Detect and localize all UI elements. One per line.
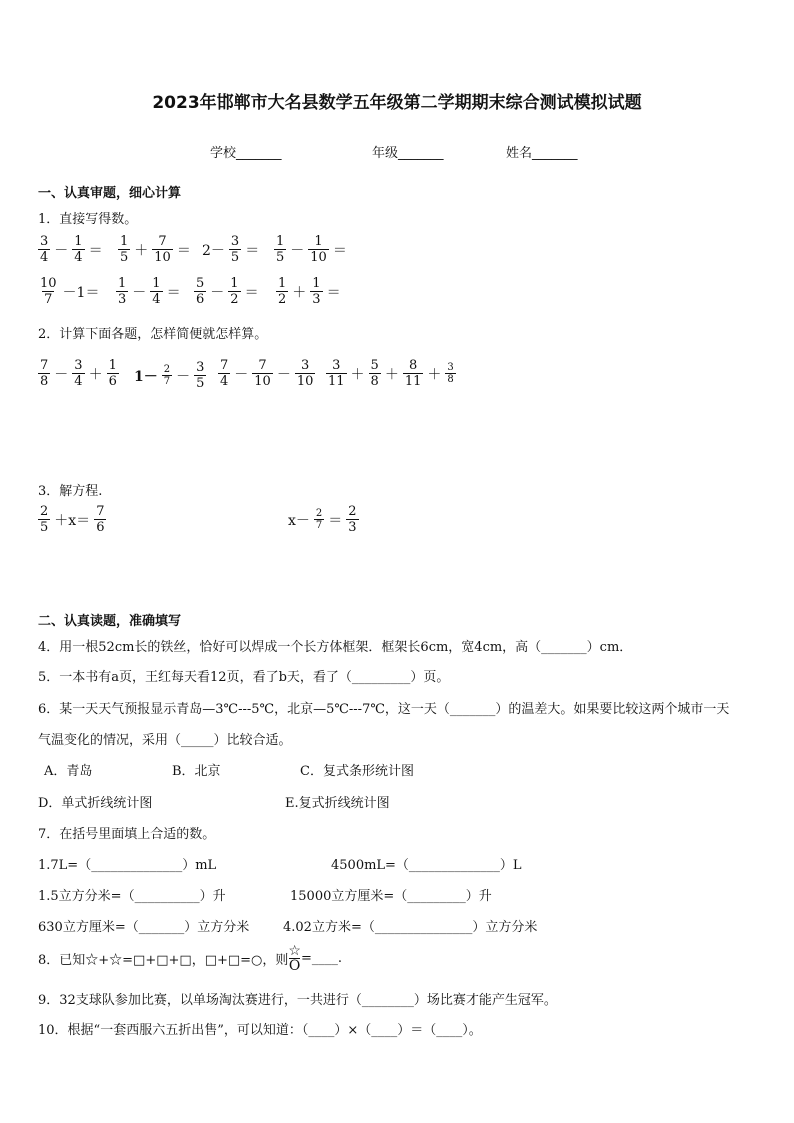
q4-text: 4．用一根52cm长的铁丝，恰好可以焊成一个长方体框架．框架长6cm，宽4cm，高（_______）cm．: [38, 640, 633, 655]
fraction: $\frac{1}{5}$: [120, 234, 129, 265]
q2-expression: 1－ $\frac{2}{7}$ － $\frac{3}{5}$: [134, 360, 205, 391]
q7-line2a: 1.5立方分米=（__________）升: [38, 889, 226, 904]
fraction: $\frac{1}{2}$: [278, 276, 287, 307]
fraction: $\frac{7}{6}$: [96, 504, 105, 535]
q7-line1a: 1.7L=（______________）mL: [38, 858, 217, 873]
q1-item: $\frac{1}{3}$ － $\frac{1}{4}$ ＝: [118, 276, 181, 307]
fraction: $\frac{7}{10}$: [154, 234, 171, 265]
fraction: $\frac{1}{6}$: [108, 358, 117, 389]
q1-item: $\frac{1}{5}$ － $\frac{1}{10}$ ＝: [276, 234, 347, 265]
q2-expression: $\frac{3}{11}$ ＋ $\frac{5}{8}$ ＋ $\frac{8}{11}$ ＋ $\frac{3}{8}$: [328, 358, 454, 389]
fraction: $\frac{7}{10}$: [254, 358, 271, 389]
fraction: $\frac{2}{7}$: [315, 508, 323, 531]
fraction: $\frac{5}{6}$: [196, 276, 205, 307]
school-field: [210, 142, 282, 161]
q6-text-line1: 6．某一天天气预报显示青岛—3℃---5℃，北京—5℃---7℃，这一天（_______）的温差大。如果要比较这两个城市一天: [38, 702, 730, 717]
fraction: $\frac{3}{4}$: [40, 234, 49, 265]
q2-expression: $\frac{7}{8}$ － $\frac{3}{4}$ ＋ $\frac{1}{6}$: [40, 358, 117, 389]
section2-heading: 二、认真读题，准确填写: [38, 614, 182, 629]
fraction: $\frac{1}{4}$: [74, 234, 83, 265]
fraction: $\frac{1}{3}$: [118, 276, 127, 307]
q2-label: 2．计算下面各题，怎样简便就怎样算。: [38, 327, 268, 342]
q1-label: 1．直接写得数。: [38, 212, 138, 227]
q6-option-c: C．复式条形统计图: [300, 764, 414, 779]
star-over-circle-fraction: $\frac{☆}{O}$: [288, 943, 301, 974]
fraction: $\frac{1}{5}$: [276, 234, 285, 265]
q7-line3a: 630立方厘米=（_______）立方分米: [38, 920, 250, 935]
grade-field: [372, 142, 444, 161]
q6-option-d: D．单式折线统计图: [38, 796, 153, 811]
q8-text: 8．已知☆+☆=□+□+□，□+□=○，则 $\frac{☆}{O}$ =____.: [38, 943, 342, 974]
fraction: $\frac{3}{10}$: [296, 358, 314, 389]
q5-text: 5．一本书有a页，王红每天看12页，看了b天，看了（_________）页。: [38, 670, 450, 685]
q1-item: $\frac{3}{4}$ － $\frac{1}{4}$ ＝: [40, 234, 103, 265]
name-field: [506, 142, 578, 161]
fraction: $\frac{7}{8}$: [40, 358, 49, 389]
name-blank: _______: [532, 146, 578, 161]
q7-line1b: 4500mL=（______________）L: [331, 858, 522, 873]
q3-equation: x－ $\frac{2}{7}$ ＝ $\frac{2}{3}$: [288, 504, 357, 535]
q1-item: $\frac{10}{7}$ －1＝: [40, 276, 100, 307]
fraction: $\frac{2}{5}$: [40, 504, 49, 535]
fraction: $\frac{1}{3}$: [312, 276, 321, 307]
q6-option-b: B．北京: [172, 764, 221, 779]
school-label: 学校: [210, 146, 237, 161]
grade-blank: _______: [398, 146, 444, 161]
q9-text: 9．32支球队参加比赛，以单场淘汰赛进行，一共进行（________）场比赛才能产生冠军。: [38, 993, 557, 1008]
q6-option-e: E.复式折线统计图: [285, 796, 390, 811]
fraction: $\frac{3}{8}$: [447, 362, 454, 385]
q1-item: $\frac{5}{6}$ － $\frac{1}{2}$ ＝: [196, 276, 259, 307]
q1-item: $\frac{1}{5}$ ＋ $\frac{7}{10}$ ＝: [120, 234, 191, 265]
fraction: $\frac{8}{11}$: [404, 358, 422, 389]
fraction: $\frac{1}{4}$: [152, 276, 161, 307]
q3-equation: $\frac{2}{5}$ ＋x＝ $\frac{7}{6}$: [40, 504, 105, 535]
q3-label: 3．解方程.: [38, 484, 103, 499]
fraction: $\frac{2}{3}$: [348, 504, 357, 535]
q1-item: 2－ $\frac{3}{5}$ ＝: [202, 234, 260, 265]
fraction: $\frac{1}{10}$: [310, 234, 327, 265]
q7-label: 7．在括号里面填上合适的数。: [38, 827, 216, 842]
fraction: $\frac{3}{4}$: [74, 358, 83, 389]
page-title: 2023年邯郸市大名县数学五年级第二学期期末综合测试模拟试题: [152, 93, 642, 113]
q1-item: $\frac{1}{2}$ ＋ $\frac{1}{3}$ ＝: [278, 276, 341, 307]
q6-option-a: A．青岛: [44, 764, 93, 779]
school-blank: _______: [236, 146, 282, 161]
fraction: $\frac{3}{11}$: [328, 358, 345, 389]
fraction: $\frac{3}{5}$: [230, 234, 240, 265]
q6-text-line2: 气温变化的情况，采用（_____）比较合适。: [38, 733, 292, 748]
fraction: $\frac{3}{5}$: [196, 360, 205, 391]
name-label: 姓名: [506, 146, 533, 161]
section1-heading: 一、认真审题，细心计算: [38, 186, 182, 201]
q7-line3b: 4.02立方米=（_______________）立方分米: [283, 920, 538, 935]
fraction: $\frac{5}{8}$: [370, 358, 379, 389]
fraction: $\frac{1}{2}$: [230, 276, 239, 307]
q10-text: 10．根据“一套西服六五折出售”，可以知道：（____）×（____）＝（____）。: [38, 1023, 482, 1038]
fraction: $\frac{2}{7}$: [163, 364, 171, 387]
q2-expression: $\frac{7}{4}$ － $\frac{7}{10}$ － $\frac{3}{10}$: [220, 358, 314, 389]
grade-label: 年级: [372, 146, 399, 161]
q7-line2b: 15000立方厘米=（_________）升: [290, 889, 492, 904]
fraction: $\frac{10}{7}$: [40, 276, 57, 307]
fraction: $\frac{7}{4}$: [220, 358, 229, 389]
